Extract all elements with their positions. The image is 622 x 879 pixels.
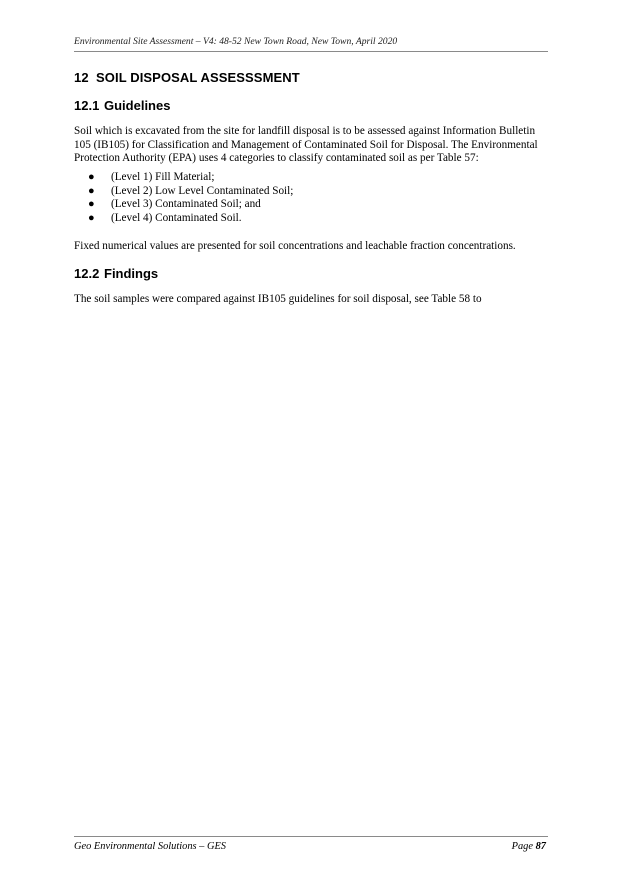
page-label: Page (511, 841, 533, 852)
paragraph-line: The soil samples were compared against IB105 guidelines for soil disposal, see Table 58 to (74, 293, 482, 305)
subsection-heading-guidelines (74, 98, 170, 113)
section-heading (74, 70, 300, 85)
bullet-icon: ● (88, 212, 95, 225)
subsection-number: 12.2 (74, 266, 100, 281)
list-item-text: (Level 4) Contaminated Soil. (111, 212, 242, 225)
footer-divider (74, 836, 548, 837)
findings-paragraph (74, 293, 550, 307)
list-item-text: (Level 2) Low Level Contaminated Soil; (111, 184, 294, 197)
list-item-text: (Level 3) Contaminated Soil; and (111, 198, 261, 211)
header-divider (74, 51, 548, 52)
subsection-title: Guidelines (104, 98, 171, 113)
page-number: 87 (535, 841, 546, 852)
paragraph-line: Soil which is excavated from the site for landfill disposal is to be assessed against Information Bulletin (74, 125, 536, 137)
footer-company: Geo Environmental Solutions – GES (74, 841, 226, 852)
bullet-icon: ● (88, 198, 95, 211)
list-item (88, 171, 293, 185)
subsection-heading-findings (74, 266, 158, 281)
subsection-number: 12.1 (74, 98, 100, 113)
subsection-title: Findings (104, 266, 159, 281)
section-number: 12 (74, 70, 89, 85)
paragraph-line: Fixed numerical values are presented for soil concentrations and leachable fraction concentrations. (74, 240, 516, 252)
running-header: Environmental Site Assessment – V4: 48-52 New Town Road, New Town, April 2020 (74, 36, 398, 47)
list-item (88, 185, 293, 199)
guidelines-intro-paragraph (74, 125, 550, 166)
section-title: SOIL DISPOSAL ASSESSSMENT (96, 70, 300, 85)
bullet-icon: ● (88, 171, 95, 183)
paragraph-line: Protection Authority (EPA) uses 4 categories to classify contaminated soil as per Table 57: (74, 152, 479, 165)
bullet-icon: ● (88, 184, 95, 197)
footer-page-number (512, 841, 546, 852)
list-item (88, 212, 293, 226)
list-item-text: (Level 1) Fill Material; (111, 171, 215, 183)
paragraph-line: 105 (IB105) for Classification and Management of Contaminated Soil for Disposal. The Environmental (74, 138, 538, 151)
list-item (88, 198, 293, 212)
guidelines-closing-paragraph (74, 240, 550, 254)
soil-category-list (88, 171, 293, 226)
